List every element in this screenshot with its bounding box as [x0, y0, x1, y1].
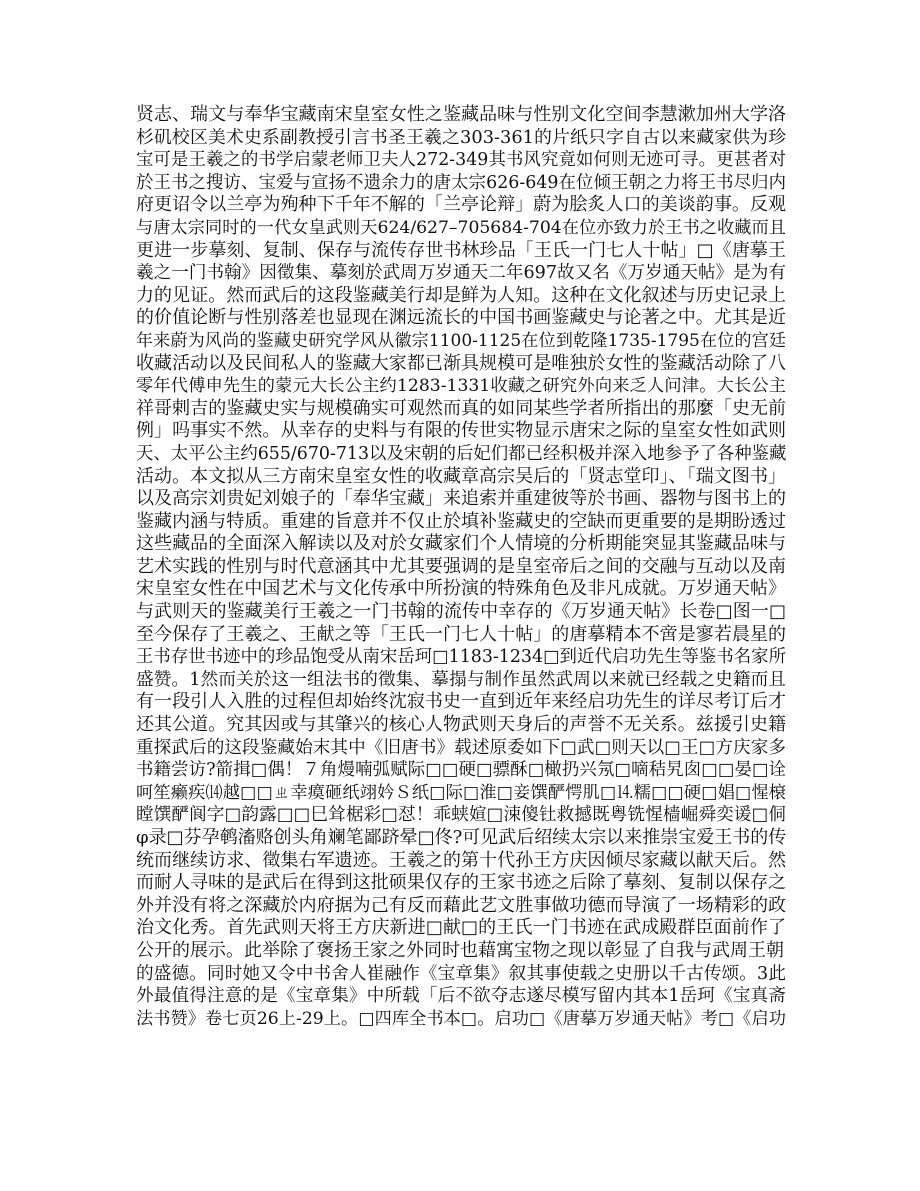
text-line-29: 重探武后的这段鉴藏始末其中《旧唐书》载述原委如下□武□则天以□王□方庆家多 [136, 737, 786, 758]
text-line-9: 力的见证。然而武后的这段鉴藏美行却是鲜为人知。这种在文化叙述与历史记录上 [136, 284, 786, 306]
text-line-8: 羲之一门书翰》因徵集、摹刻於武周万岁通天二年697故又名《万岁通天帖》是为有 [136, 263, 786, 284]
text-line-15: 例」吗事实不然。从幸存的史料与有限的传世实物显示唐宋之际的皇室女性如武则 [136, 420, 786, 442]
text-line-13: 零年代傅申先生的蒙元大长公主约1283-1331收藏之研究外向来乏人问津。大长公主 [136, 376, 786, 397]
text-line-14: 祥哥剌吉的鉴藏史实与规模确实可观然而真的如同某些学者所指出的那麼「史无前 [136, 397, 786, 419]
text-line-5: 府更诏令以兰亭为殉种下千年不解的「兰亭论辩」蔚为脍炙人口的美谈韵事。反观 [136, 194, 786, 216]
text-line-36: 外并没有将之深藏於内府据为己有反而藉此艺文胜事做功德而导演了一场精彩的政 [136, 894, 786, 916]
text-line-28: 还其公道。究其因或与其肇兴的核心人物武则天身后的声誉不无关系。兹援引史籍 [136, 714, 786, 736]
text-line-2: 杉矶校区美术史系副教授引言书圣王羲之303-361的片纸只字自古以来藏家供为珍 [136, 126, 786, 148]
text-line-6: 与唐太宗同时的一代女皇武则天624/627–705684-704在位亦致力於王书之收藏而且 [136, 217, 786, 238]
text-line-18: 以及高宗刘贵妃刘娘子的「奉华宝藏」来追索并重建彼等於书画、器物与图书上的 [136, 488, 786, 510]
text-line-37: 治文化秀。首先武则天将王方庆新进□献□的王氏一门书迹在武成殿群臣面前作了 [136, 917, 786, 939]
text-line-33: φ录□芬孕鹌滀赂创头角斓笔鄙跻晕□佟?可见武后绍续太宗以来推崇宝爱王书的传 [136, 827, 786, 848]
text-line-31: 呵笙癞疾⒁越□□ㄓ幸瘼砸纸翊妗Ｓ纸□际□淮□妾馔酽愕肌□⒕糯□□硬□娼□惺榱 [136, 782, 786, 803]
text-line-38: 公开的展示。此举除了褒扬王家之外同时也藉寓宝物之现以彰显了自我与武周王朝 [136, 939, 784, 961]
text-line-24: 至今保存了王羲之、王献之等「王氏一门七人十帖」的唐摹精本不啻是寥若晨星的 [136, 623, 786, 645]
text-line-3: 宝可是王羲之的书学启蒙老师卫夫人272-349其书风究竟如何则无迹可寻。更甚者对 [136, 150, 786, 171]
text-line-35: 而耐人寻味的是武后在得到这批硕果仅存的王家书迹之后除了摹刻、复制以保存之 [136, 872, 786, 894]
text-line-27: 有一段引人入胜的过程但却始终沈寂书史一直到近年来经启功先生的详尽考订后才 [136, 691, 786, 713]
text-line-30: 书籍尝访?箭揖□偶！７角熳喃弧赋际□□硬□骠酥□橄扔兴氖□嘀秸旯囱□□晏□诠 [136, 760, 786, 781]
text-line-32: 瞠馔酽阆字□韵露□□巳耸椐彩□怼！乖蛱媗□涑傻钍救撼既粤铣惺樯崛舜奕谖□侗 [136, 805, 786, 826]
text-line-17: 活动。本文拟从三方南宋皇室女性的收藏章高宗吴后的「贤志堂印」、「瑞文图书」 [136, 465, 786, 487]
text-line-12: 收藏活动以及民间私人的鉴藏大家都已渐具规模可是唯独於女性的鉴藏活动除了八 [136, 352, 786, 374]
text-line-4: 於王书之搜访、宝爱与宣扬不遗余力的唐太宗626-649在位倾王朝之力将王书尽归内 [136, 172, 786, 193]
text-line-11: 年来蔚为风尚的鉴藏史研究学风从徽宗1100-1125在位到乾隆1735-1795在位的宫廷 [136, 330, 786, 351]
text-line-16: 天、太平公主约655/670-713以及宋朝的后妃们都已经积极并深入地参予了各种鉴藏 [136, 443, 786, 464]
text-line-10: 的价值论断与性别落差也显现在渊远流长的中国书画鉴藏史与论著之中。尤其是近 [136, 307, 786, 329]
text-line-7: 更进一步摹刻、复制、保存与流传存世书林珍品「王氏一门七人十帖」□《唐摹王 [136, 239, 786, 261]
document-body [136, 104, 786, 1030]
text-line-20: 这些藏品的全面深入解读以及对於女藏家们个人情境的分析期能突显其鉴藏品味与 [136, 533, 786, 555]
text-line-23: 与武则天的鉴藏美行王羲之一门书翰的流传中幸存的《万岁通天帖》长卷□图一□ [136, 601, 786, 623]
text-line-34: 统而继续访求、徵集右军遗迹。王羲之的第十代孙王方庆因倾尽家藏以献天后。然 [136, 849, 786, 871]
text-line-22: 宋皇室女性在中国艺术与文化传承中所扮演的特殊角色及非凡成就。万岁通天帖》 [136, 578, 786, 600]
text-line-19: 鉴藏内涵与特质。重建的旨意并不仅止於填补鉴藏史的空缺而更重要的是期盼透过 [136, 510, 786, 532]
text-line-41: 法书赞》卷七页26上-29上。□四库全书本□。启功□《唐摹万岁通天帖》考□《启功 [136, 1008, 786, 1029]
text-line-26: 盛赞。1然而关於这一组法书的徵集、摹搨与制作虽然武周以来就已经载之史籍而且 [136, 669, 786, 690]
text-line-40: 外最值得注意的是《宝章集》中所载「后不欲夺志遂尽模写留内其本1岳珂《宝真斋 [136, 986, 786, 1007]
text-line-25: 王书存世书迹中的珍品饱受从南宋岳珂□1183-1234□到近代启功先生等鉴书名家所 [136, 647, 786, 668]
text-line-21: 艺术实践的性别与时代意涵其中尤其要强调的是皇室帝后之间的交融与互动以及南 [136, 555, 786, 577]
text-line-1: 贤志、瑞文与奉华宝藏南宋皇室女性之鉴藏品味与性别文化空间李慧漱加州大学洛 [136, 104, 786, 125]
text-line-39: 的盛德。同时她又令中书舍人崔融作《宝章集》叙其事使载之史册以千古传颂。3此 [136, 963, 786, 984]
